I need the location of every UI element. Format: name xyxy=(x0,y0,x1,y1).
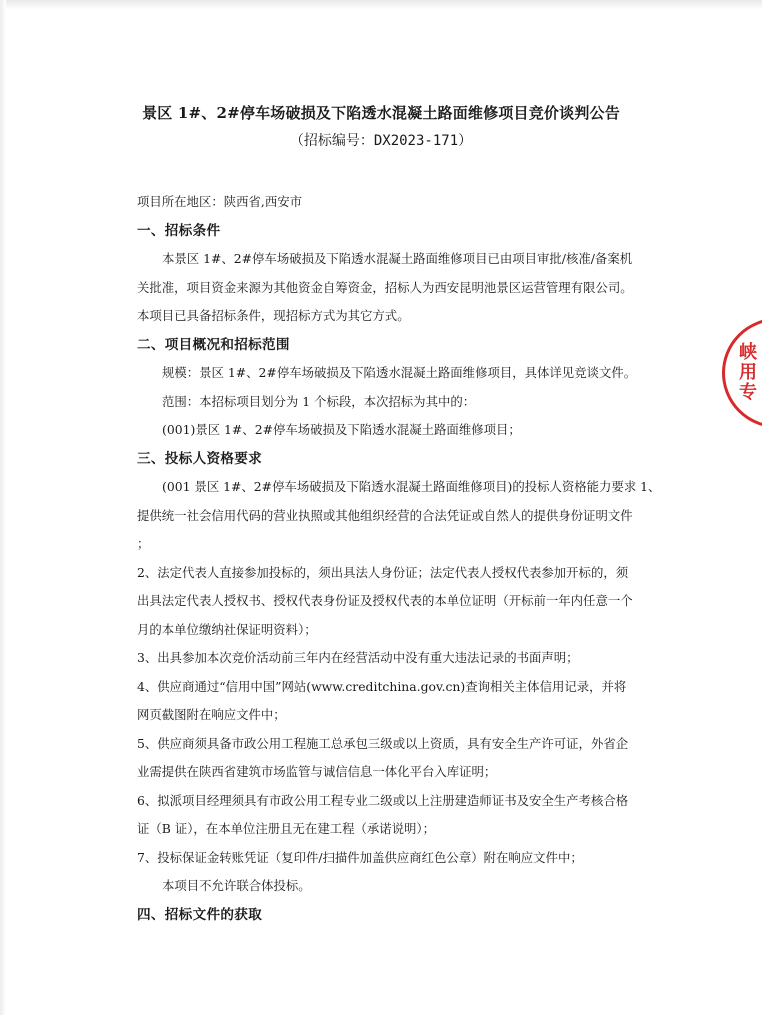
paragraph-line: 5、供应商须具备市政公用工程施工总承包三级或以上资质，具有安全生产许可证，外省企 xyxy=(137,735,629,751)
page-left-edge xyxy=(0,0,6,1015)
paragraph-line: 出具法定代表人授权书、授权代表身份证及授权代表的本单位证明（开标前一年内任意一个 xyxy=(137,593,633,608)
project-location: 项目所在地区：陕西省,西安市 xyxy=(137,194,303,209)
seal-char: 用 xyxy=(739,362,757,383)
section-heading-tender-documents: 四、招标文件的获取 xyxy=(137,906,263,923)
paragraph-line: 本景区 1#、2#停车场破损及下陷透水混凝土路面维修项目已由项目审批/核准/备案机 xyxy=(162,251,633,266)
paragraph-line: 关批准，项目资金来源为其他资金自筹资金，招标人为西安昆明池景区运营管理有限公司。 xyxy=(137,279,633,295)
section-heading-bidder-qualifications: 三、投标人资格要求 xyxy=(137,450,263,467)
document-body xyxy=(137,188,661,929)
paragraph-line: 6、拟派项目经理须具有市政公用工程专业二级或以上注册建造师证书及安全生产考核合格 xyxy=(137,792,629,808)
seal-char: 专 xyxy=(739,382,757,403)
paragraph-line: 7、投标保证金转账凭证（复印件/扫描件加盖供应商红色公章）附在响应文件中； xyxy=(137,849,583,865)
paragraph-line: 月的本单位缴纳社保证明资料）； xyxy=(137,621,317,637)
seal-text xyxy=(739,343,757,403)
paragraph-line: (001 景区 1#、2#停车场破损及下陷透水混凝土路面维修项目)的投标人资格能力要求 1、 xyxy=(162,479,661,494)
section-heading-project-overview: 二、项目概况和招标范围 xyxy=(137,336,290,353)
paragraph-line: 提供统一社会信用代码的营业执照或其他组织经营的合法凭证或自然人的提供身份证明文件 xyxy=(137,507,633,523)
paragraph-line: 规模：景区 1#、2#停车场破损及下陷透水混凝土路面维修项目，具体详见竞谈文件。 xyxy=(162,365,637,380)
seal-char: 峡 xyxy=(739,342,757,363)
section-heading-tender-conditions: 一、招标条件 xyxy=(137,222,221,239)
paragraph-line: ； xyxy=(137,536,150,551)
paragraph-line: 证（B 证），在本单位注册且无在建工程（承诺说明）； xyxy=(137,821,436,836)
paragraph-line: 4、供应商通过“信用中国”网站(www.creditchina.gov.cn)查询相关主体信用记录，并将 xyxy=(137,678,627,694)
paragraph-line: 业需提供在陕西省建筑市场监管与诚信信息一体化平台入库证明； xyxy=(137,764,497,779)
document-title: 景区 1#、2#停车场破损及下陷透水混凝土路面维修项目竞价谈判公告 xyxy=(142,104,620,122)
paragraph-line: 2、法定代表人直接参加投标的，须出具法人身份证；法定代表人授权代表参加开标的，须 xyxy=(137,564,629,580)
page-top-edge xyxy=(0,0,762,10)
paragraph-line: 本项目不允许联合体投标。 xyxy=(162,878,311,893)
paragraph-line: 本项目已具备招标条件，现招标方式为其它方式。 xyxy=(137,308,410,323)
official-seal xyxy=(722,318,762,428)
paragraph-line: (001)景区 1#、2#停车场破损及下陷透水混凝土路面维修项目； xyxy=(162,422,521,437)
paragraph-line: 范围：本招标项目划分为 1 个标段，本次招标为其中的： xyxy=(162,393,476,409)
tender-number: （招标编号：DX2023-171） xyxy=(289,133,473,149)
paragraph-line: 3、出具参加本次竞价活动前三年内在经营活动中没有重大违法记录的书面声明； xyxy=(137,650,579,665)
paragraph-line: 网页截图附在响应文件中； xyxy=(137,707,286,722)
